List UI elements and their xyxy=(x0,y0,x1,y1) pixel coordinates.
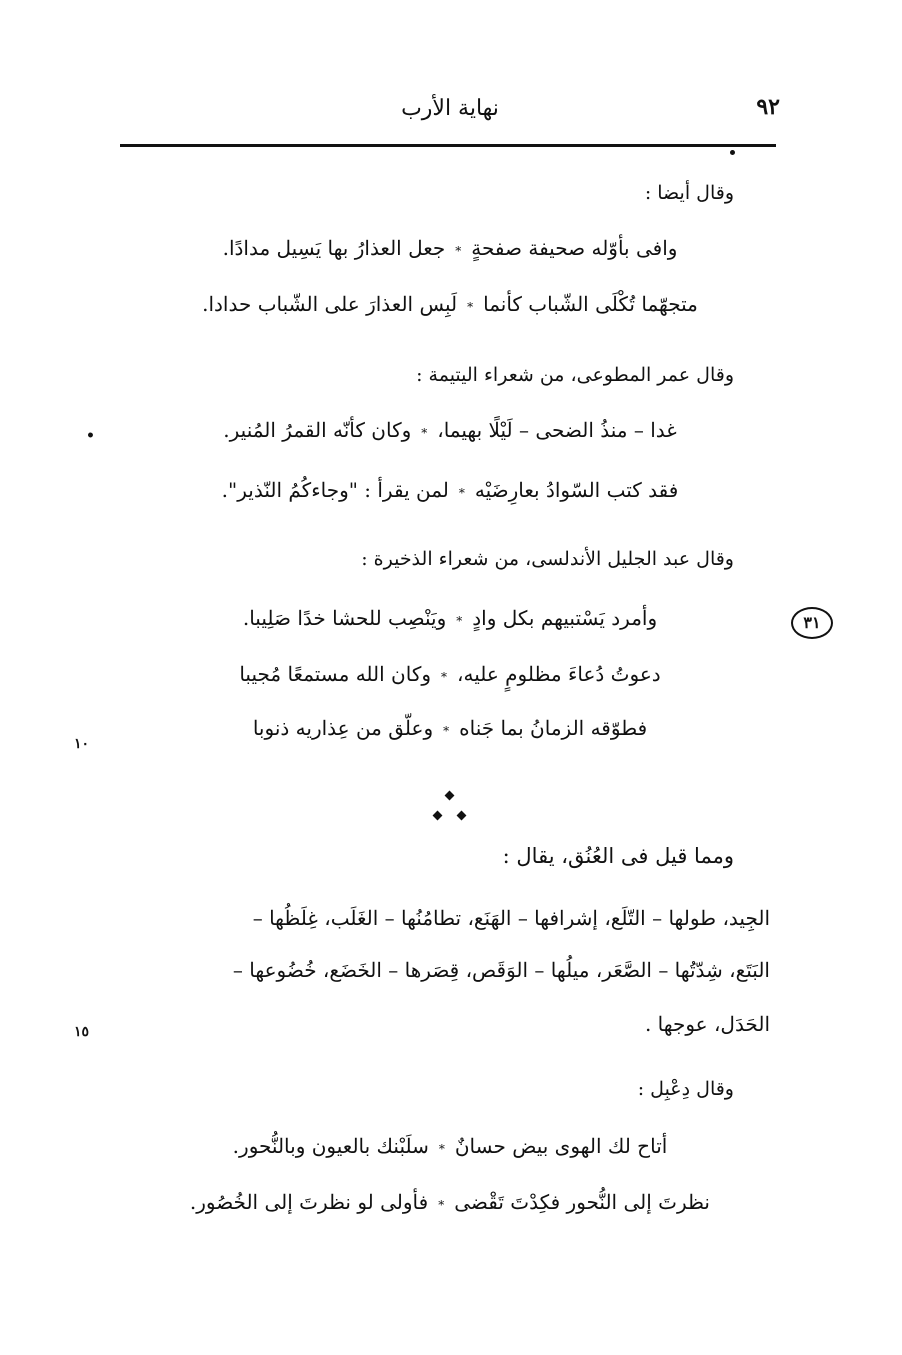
verse-second-hemistich: لمن يقرأ : "وجاءكُمُ النّذير". xyxy=(221,478,449,502)
header-rule-dot xyxy=(730,150,735,155)
margin-number-badge: ٣١ xyxy=(791,607,833,639)
section-intro: وقال عمر المطوعى، من شعراء اليتيمة : xyxy=(416,364,734,386)
verse-second-hemistich: فأولى لو نظرتَ إلى الخُصُور. xyxy=(189,1190,429,1214)
verse-line xyxy=(190,606,710,630)
verse-second-hemistich: جعل العذارُ بها يَسِيل مدادًا. xyxy=(222,236,446,260)
verse-separator: * xyxy=(438,1142,445,1156)
verse-line xyxy=(190,662,710,686)
verse-first-hemistich: فقد كتب السّوادُ بعارِضَيْه xyxy=(474,478,679,502)
verse-separator: * xyxy=(438,1198,445,1212)
section-ornament xyxy=(428,788,472,828)
section-intro: ومما قيل فى العُنُق، يقال : xyxy=(502,844,734,868)
verse-line xyxy=(190,236,710,260)
verse-separator: * xyxy=(467,300,474,314)
verse-second-hemistich: لَبِس العذارَ على الشّباب حدادا. xyxy=(202,292,458,316)
verse-line xyxy=(190,716,710,740)
verse-second-hemistich: وعلّق من عِذاريه ذنوبا xyxy=(252,716,434,740)
running-header-title: نهاية الأرب xyxy=(401,96,499,121)
ornament-diamond xyxy=(445,791,455,801)
line-number-10: ١٠ xyxy=(74,736,90,752)
verse-first-hemistich: دعوتُ دُعاءَ مظلومٍ عليه، xyxy=(457,662,661,686)
line-number-15: ١٥ xyxy=(74,1024,90,1040)
verse-separator: * xyxy=(441,670,448,684)
verse-separator: * xyxy=(456,614,463,628)
section-intro: وقال دِعْبِل : xyxy=(637,1078,734,1100)
verse-separator: * xyxy=(455,244,462,258)
page-number: ٩٢ xyxy=(756,94,780,120)
verse-first-hemistich: متجهّما تُكْلَى الشّباب كأنما xyxy=(483,292,698,316)
prose-line: الحَدَل، عوجها . xyxy=(644,1012,770,1036)
verse-line xyxy=(190,478,710,502)
section-intro: وقال أيضا : xyxy=(644,182,734,204)
verse-first-hemistich: وأمرد يَسْتبيهم بكل وادٍ xyxy=(472,606,658,630)
verse-first-hemistich: وافى بأوّله صحيفة صفحةٍ xyxy=(471,236,678,260)
section-intro: وقال عبد الجليل الأندلسى، من شعراء الذخيرة : xyxy=(361,548,734,570)
prose-line: الجِيد، طولها – التّلَع، إشرافها – الهَنَع، تطامُنُها – الغَلَب، غِلَظُها – xyxy=(252,906,770,930)
verse-separator: * xyxy=(421,426,428,440)
verse-second-hemistich: سلَبْنك بالعيون وبالنُّحور. xyxy=(232,1134,429,1158)
verse-separator: * xyxy=(443,724,450,738)
verse-first-hemistich: أتاح لك الهوى بيض حسانٌ xyxy=(454,1134,668,1158)
verse-first-hemistich: غدا – منذُ الضحى – لَيْلًا بهيما، xyxy=(437,418,677,442)
verse-second-hemistich: وكان كأنّه القمرُ المُنير. xyxy=(223,418,412,442)
verse-line xyxy=(190,1134,710,1158)
verse-first-hemistich: نظرتَ إلى النُّحور فكِدْتَ تَقْضى xyxy=(454,1190,710,1214)
verse-first-hemistich: فطوّقه الزمانُ بما جَناه xyxy=(459,716,648,740)
ornament-diamond xyxy=(457,811,467,821)
verse-line xyxy=(190,1190,710,1214)
verse-second-hemistich: ويَنْصِب للحشا خدًا صَلِيبا. xyxy=(242,606,447,630)
verse-second-hemistich: وكان الله مستمعًا مُجيبا xyxy=(239,662,432,686)
prose-line: البَتَع، شِدّتُها – الصَّعَر، ميلُها – الوَقَص، قِصَرها – الخَضَع، خُضُوعها – xyxy=(232,958,770,982)
header-rule xyxy=(120,144,776,147)
margin-bullet: • xyxy=(86,428,95,444)
verse-separator: * xyxy=(458,486,465,500)
verse-line xyxy=(190,418,710,442)
ornament-diamond xyxy=(433,811,443,821)
verse-line xyxy=(190,292,710,316)
